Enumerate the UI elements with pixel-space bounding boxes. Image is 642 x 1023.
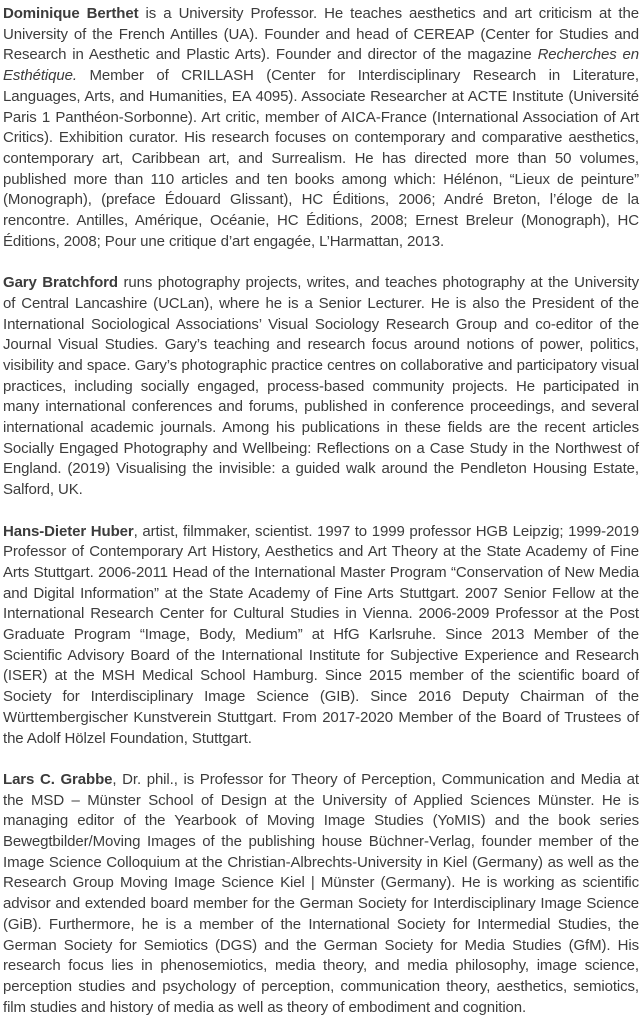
text-run-bold: Dominique Berthet xyxy=(3,5,139,22)
text-run-bold: Lars C. Grabbe xyxy=(3,770,113,788)
text-run-regular: runs photography projects, writes, and teaches photography at the University of Central Lancashire (UCLan), where he is a Senior Lecturer. He is also the President of the International Sociological Associations’ Visual Sociology Research Group and co-editor of the Journal Visual Studies. Gary’s teaching and research focus around notions of power, politics, visibility and space. Gary’s photographic practice centres on collaborative and participatory visual practices, including socially engaged, process-based community projects. He participated in many international conferences and forums, published in conference proceedings, and several international academic journals. Among his publications in these fields are the recent articles Socially Engaged Photography and Wellbeing: Reflections on a Case Study in the Northwest of England. (2019) Visualising the invisible: a guided walk around the Pendleton Housing Estate, Salford, UK. xyxy=(3,274,639,499)
text-run-regular: , Dr. phil., is Professor for Theory of Perception, Communication and Media at the MSD – Münster School of Design at the University of Applied Sciences Münster. He is managing editor of the Yearbook of Moving Image Studies (YoMIS) and the book series Bewegtbilder/Moving Images of the publishing house Büchner-Verlag, founder member of the Image Science Colloquium at the Christian-Albrechts-University in Kiel (Germany) as well as the Research Group Moving Image Science Kiel | Münster (Germany). He is working as scientific advisor and extended board member for the German Society for Interdisciplinary Image Science (GiB). Furthermore, he is a member of the International Society for Intermedial Studies, the German Society for Semiotics (DGS) and the German Society for Media Studies (GfM). His research focus lies in phenosemiotics, media theory, and media philosophy, image science, perception studies and psychology of perception, communication theory, aesthetics, semiotics, film studies and history of media as well as theory of embodiment and cognition. xyxy=(3,770,639,1016)
text-run-regular: is a University Professor. He teaches aesthetics and art criticism at the University of the French Antilles (UA). Founder and head of CEREAP (Center for Studies and Research in Aesthetic and Plastic Arts). Founder and director of the magazine xyxy=(3,5,639,64)
bio-paragraph-dominique-berthet xyxy=(3,4,639,252)
text-run-regular: , artist, filmmaker, scientist. 1997 to 1999 professor HGB Leipzig; 1999-2019 Professor of Contemporary Art History, Aesthetics and Art Theory at the State Academy of Fine Arts Stuttgart. 2006-2011 Head of the International Master Program “Conservation of New Media and Digital Information” at the State Academy of Fine Arts Stuttgart. 2007 Senior Fellow at the International Research Center for Cultural Studies in Vienna. 2006-2009 Professor at the Post Graduate Program “Image, Body, Medium” at HfG Karlsruhe. Since 2013 Member of the Scientific Advisory Board of the International Institute for Subjective Experience and Research (ISER) at the MSH Medical School Hamburg. Since 2015 member of the scientific board of Society for Interdisciplinary Image Science (GIB). Since 2016 Deputy Chairman of the Württembergischer Kunstverein Stuttgart. From 2017-2020 Member of the Board of Trustees of the Adolf Hölzel Foundation, Stuttgart. xyxy=(3,522,640,747)
bio-paragraph-hans-dieter-huber xyxy=(3,522,639,750)
text-run-regular: Member of CRILLASH (Center for Interdisciplinary Research in Literature, Languages, Arts, and Humanities, EA 4095). Associate Researcher at ACTE Institute (Université Paris 1 Panthéon-Sorbonne). Art critic, member of AICA-France (International Association of Art Critics). Exhibition curator. His research focuses on contemporary and comparative aesthetics, contemporary art, Caribbean art, and Surrealism. He has directed more than 50 volumes, published more than 110 articles and ten books among which: Hélénon, “Lieux de peinture” (Monograph), (preface Édouard Glissant), HC Éditions, 2006; André Breton, l’éloge de la rencontre. Antilles, Amérique, Océanie, HC Éditions, 2008; Ernest Breleur (Monograph), HC Éditions, 2008; Pour une critique d’art engagée, L’Harmattan, 2013. xyxy=(3,67,639,250)
bio-paragraph-gary-bratchford xyxy=(3,273,639,501)
text-run-bold: Hans-Dieter Huber xyxy=(3,522,134,540)
text-run-bold: Gary Bratchford xyxy=(3,274,118,292)
bio-paragraph-lars-c-grabbe xyxy=(3,770,639,1018)
text-run-italic: Recherches en Esthétique. xyxy=(3,46,639,85)
